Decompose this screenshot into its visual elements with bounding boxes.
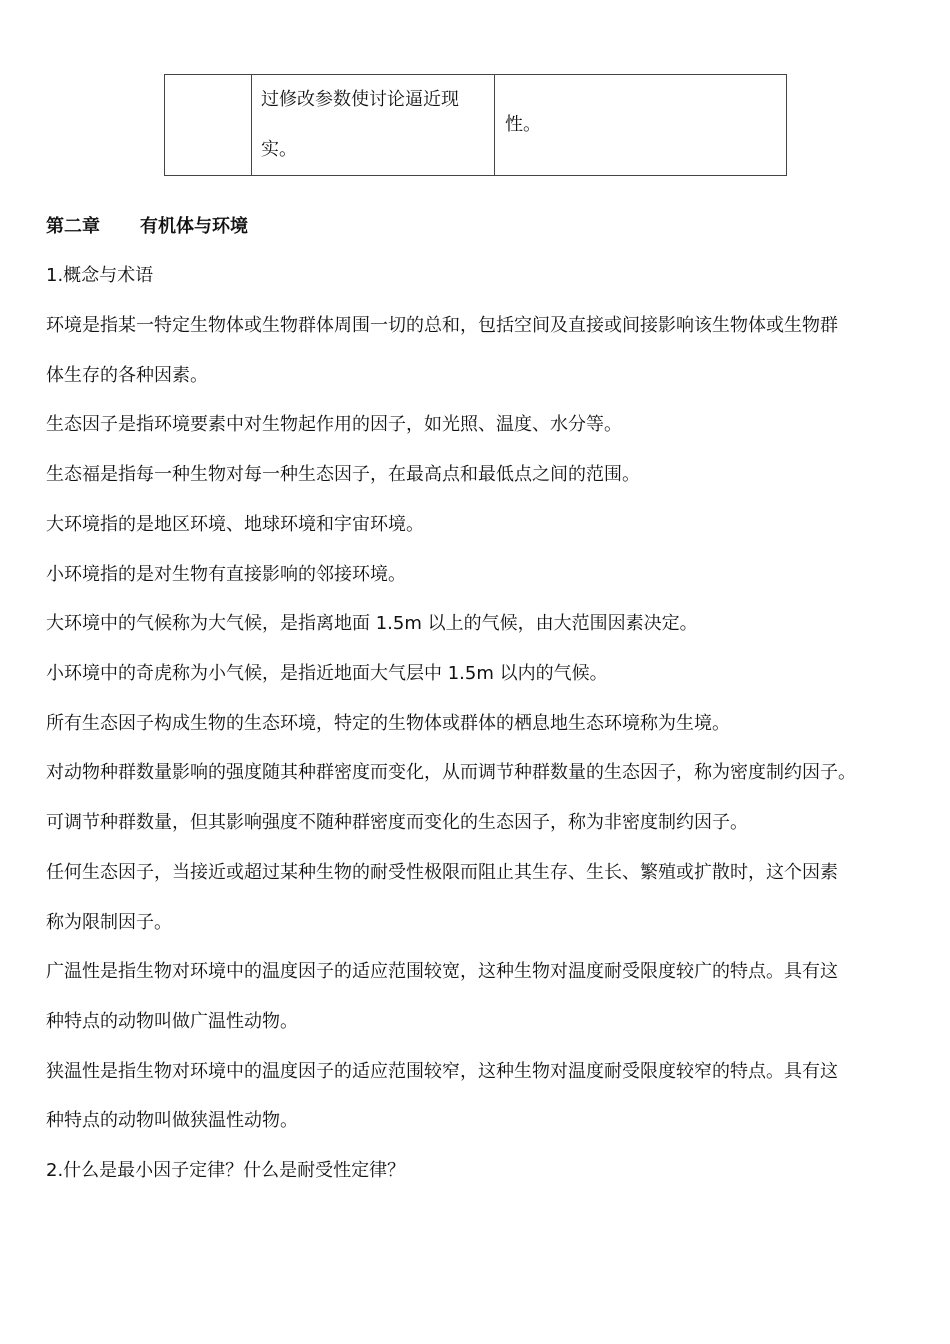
paragraph-line: 大环境指的是地区环境、地球环境和宇宙环境。 [46,514,424,535]
paragraph-line: 称为限制因子。 [46,912,172,933]
chapter-title: 有机体与环境 [140,216,248,237]
table-row [165,75,787,176]
section-heading: 1.概念与术语 [46,265,154,286]
paragraph-line: 小环境中的奇虎称为小气候，是指近地面大气层中 1.5m 以内的气候。 [46,663,608,684]
paragraph-line: 体生存的各种因素。 [46,365,208,386]
table-cell-property [495,75,787,176]
paragraph-line: 狭温性是指生物对环境中的温度因子的适应范围较窄，这种生物对温度耐受限度较窄的特点。具有这 [46,1061,838,1082]
paragraph-line: 大环境中的气候称为大气候，是指离地面 1.5m 以上的气候，由大范围因素决定。 [46,613,698,634]
table-cell-empty [165,75,252,176]
paragraph-line: 生态因子是指环境要素中对生物起作用的因子，如光照、温度、水分等。 [46,414,622,435]
continued-table [164,74,787,176]
paragraph-line: 生态福是指每一种生物对每一种生态因子，在最高点和最低点之间的范围。 [46,464,640,485]
paragraph-line: 任何生态因子，当接近或超过某种生物的耐受性极限而阻止其生存、生长、繁殖或扩散时，这个因素 [46,862,838,883]
chapter-heading [46,214,248,240]
paragraph-line: 环境是指某一特定生物体或生物群体周围一切的总和，包括空间及直接或间接影响该生物体或生物群 [46,315,838,336]
paragraph-line: 所有生态因子构成生物的生态环境，特定的生物体或群体的栖息地生态环境称为生境。 [46,713,730,734]
paragraph-line: 可调节种群数量，但其影响强度不随种群密度而变化的生态因子，称为非密度制约因子。 [46,812,748,833]
table-cell-method [252,75,495,176]
paragraph-line: 种特点的动物叫做狭温性动物。 [46,1110,298,1131]
section-heading: 2.什么是最小因子定律？什么是耐受性定律？ [46,1160,406,1181]
paragraph-line: 种特点的动物叫做广温性动物。 [46,1011,298,1032]
chapter-number: 第二章 [46,216,100,237]
table-cell-text: 性。 [505,114,541,135]
paragraph-line: 广温性是指生物对环境中的温度因子的适应范围较宽，这种生物对温度耐受限度较广的特点。具有这 [46,961,838,982]
table-cell-text: 过修改参数使讨论逼近现 实。 [261,89,459,160]
paragraph-line: 对动物种群数量影响的强度随其种群密度而变化，从而调节种群数量的生态因子，称为密度制约因子。 [46,762,856,783]
paragraph-line: 小环境指的是对生物有直接影响的邻接环境。 [46,564,406,585]
